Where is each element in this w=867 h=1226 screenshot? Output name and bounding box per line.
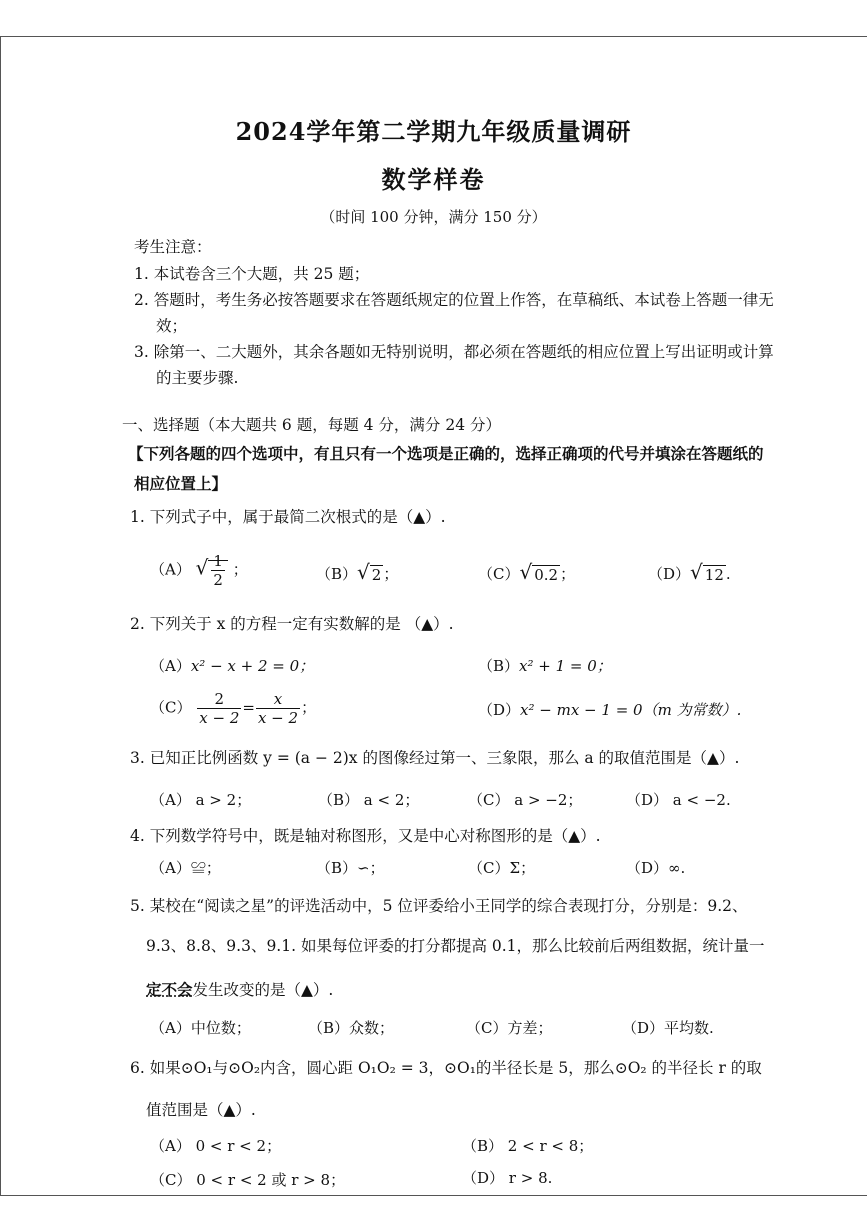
page-bottom-border — [0, 1195, 867, 1196]
q4-option-c: （C）Σ； — [468, 859, 536, 877]
notice-item-2: 2. 答题时，考生务必按答题要求在答题纸规定的位置上作答，在草稿纸、本试卷上答题一律无 — [134, 291, 774, 309]
q2-a-expr: x² − x + 2 = 0； — [190, 657, 315, 675]
exam-subject: 数学样卷 — [381, 165, 486, 194]
q2-c-label: （C） — [150, 698, 192, 717]
q2-d-label: （D） — [478, 701, 521, 719]
q4-option-a: （A）≌； — [150, 859, 221, 877]
exam-title: 2024学年第二学期九年级质量调研 — [235, 117, 632, 146]
notice-item-3: 3. 除第一、二大题外，其余各题如无特别说明，都必须在答题纸的相应位置上写出证明或计算 — [134, 343, 774, 361]
q1-c-label: （C） — [478, 565, 520, 583]
q6-option-d: （D） r > 8. — [462, 1169, 553, 1187]
section1-instruction-2: 相应位置上】 — [134, 474, 228, 493]
q6-option-a: （A） 0 < r < 2； — [150, 1137, 282, 1155]
q1-option-d — [648, 562, 731, 585]
q3-option-b: （B） a < 2； — [318, 791, 420, 809]
q1-a-label: （A） — [150, 560, 191, 579]
notice-item-1: 1. 本试卷含三个大题，共 25 题； — [134, 265, 370, 283]
q5-option-c: （C）方差； — [466, 1019, 553, 1037]
q2-stem: 2. 下列关于 x 的方程一定有实数解的是 （▲）. — [130, 615, 454, 633]
q1-stem: 1. 下列式子中，属于最简二次根式的是（▲）. — [130, 508, 446, 526]
q3-option-a: （A） a > 2； — [150, 791, 252, 809]
notice-heading: 考生注意： — [134, 238, 212, 256]
q2-option-c — [150, 690, 316, 727]
q5-option-b: （B）众数； — [308, 1019, 395, 1037]
q1-d-radicand: 12 — [704, 566, 724, 584]
q3-stem: 3. 已知正比例函数 y = (a − 2)x 的图像经过第一、三象限，那么 a 的取值范围是（▲）. — [130, 749, 740, 767]
q1-option-c — [478, 562, 575, 585]
notice-item-3-cont: 的主要步骤. — [156, 369, 239, 387]
q2-option-a — [150, 656, 314, 676]
q1-option-a — [150, 552, 248, 589]
sqrt-icon: √ — [690, 560, 703, 584]
q6-option-b: （B） 2 < r < 8； — [462, 1137, 594, 1155]
q5-option-a: （A）中位数； — [150, 1019, 251, 1037]
exam-time-note: （时间 100 分钟，满分 150 分） — [320, 208, 547, 226]
q5-line-3 — [146, 980, 333, 1000]
q2-d-expr: x² − mx − 1 = 0（m 为常数）. — [520, 701, 742, 719]
q1-c-radicand: 0.2 — [534, 566, 559, 584]
q2-option-d — [478, 700, 741, 720]
q2-b-label: （B） — [478, 657, 520, 675]
q6-option-c: （C） 0 < r < 2 或 r > 8； — [150, 1171, 346, 1189]
q1-c-tail: ； — [560, 565, 576, 583]
q2-c-equals: = — [242, 698, 255, 717]
q1-a-numerator: 1 — [213, 552, 223, 570]
section1-heading: 一、选择题（本大题共 6 题，每题 4 分，满分 24 分） — [122, 416, 502, 434]
sqrt-icon: √ — [195, 555, 209, 580]
q3-option-c: （C） a > −2； — [468, 791, 583, 809]
q4-option-b: （B）∽； — [316, 859, 385, 877]
q4-stem: 4. 下列数学符号中，既是轴对称图形，又是中心对称图形的是（▲）. — [130, 827, 601, 845]
q1-d-label: （D） — [648, 565, 691, 583]
q5-line-1: 5. 某校在“阅读之星”的评选活动中，5 位评委给小王同学的综合表现打分，分别是：9.2、 — [130, 897, 748, 915]
q2-b-expr: x² + 1 = 0； — [519, 657, 612, 675]
q1-b-radicand: 2 — [371, 566, 382, 584]
q1-option-b — [316, 562, 398, 585]
notice-item-2-cont: 效； — [156, 317, 188, 335]
sqrt-icon: √ — [519, 560, 533, 584]
q5-emphasis: 定不会 — [146, 980, 193, 999]
q2-c-denominator-1: x − 2 — [199, 709, 240, 727]
q4-option-d: （D）∞. — [626, 859, 686, 877]
q5-line-2: 9.3、8.8、9.3、9.1. 如果每位评委的打分都提高 0.1，那么比较前后两组数据，统计量一 — [146, 937, 765, 955]
q2-c-tail: ； — [301, 698, 317, 717]
sqrt-icon: √ — [357, 560, 370, 584]
q1-a-denominator: 2 — [213, 571, 223, 589]
q6-line-1: 6. 如果⊙O₁与⊙O₂内含，圆心距 O₁O₂ = 3，⊙O₁的半径长是 5，那么⊙O₂ 的半径长 r 的取 — [130, 1059, 762, 1077]
q3-option-d: （D） a < −2. — [626, 791, 731, 809]
page-top-border — [0, 36, 867, 37]
q1-a-tail: ； — [232, 560, 248, 579]
q5-option-d: （D）平均数. — [622, 1019, 714, 1037]
q2-c-denominator-2: x − 2 — [257, 709, 299, 727]
q5-line-3-rest: 发生改变的是（▲）. — [192, 981, 334, 999]
q2-option-b — [478, 656, 612, 676]
section1-instruction-1: 【下列各题的四个选项中，有且只有一个选项是正确的，选择正确项的代号并填涂在答题纸的 — [128, 444, 764, 463]
q1-b-label: （B） — [316, 565, 358, 583]
q2-c-numerator-1: 2 — [197, 690, 241, 709]
q2-c-numerator-2: x — [256, 690, 300, 709]
q1-d-tail: . — [725, 565, 731, 583]
q1-a-radical — [208, 552, 228, 589]
q2-a-label: （A） — [150, 657, 191, 675]
q1-b-tail: ； — [383, 565, 399, 583]
q6-line-2: 值范围是（▲）. — [146, 1101, 256, 1119]
